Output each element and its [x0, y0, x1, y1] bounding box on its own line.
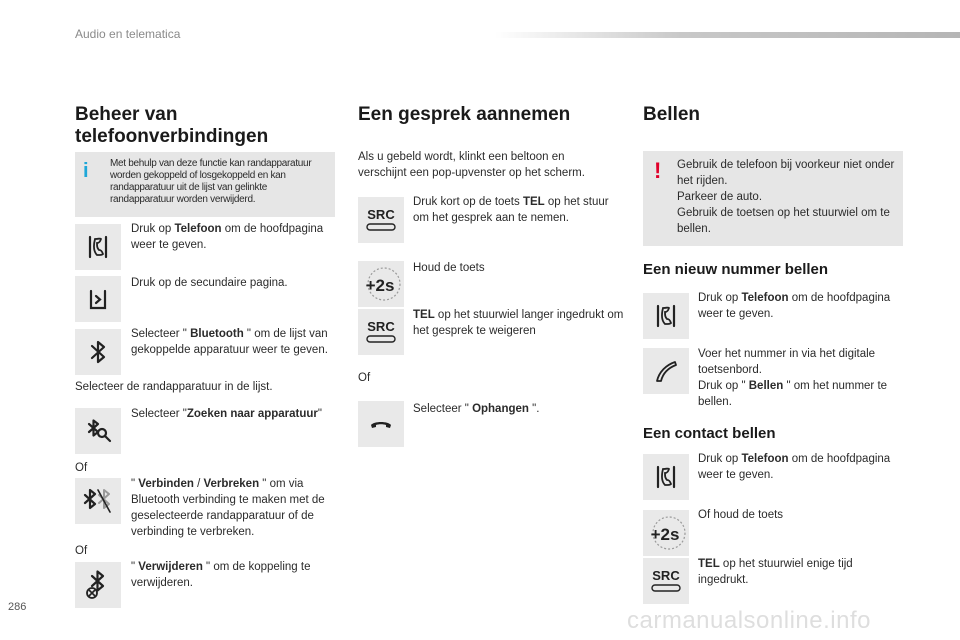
col1-step3b-text: Selecteer de randapparatuur in de lijst.	[75, 381, 273, 393]
info-icon: i	[83, 160, 89, 182]
section-title-calling: Bellen	[643, 104, 701, 125]
col3-s2-step1-text: Druk op Telefoon om de hoofdpagina weer te geven.	[698, 453, 891, 481]
col3-s1-step2-text: Voer het nummer in via het digitale toetsenbord. Druk op " Bellen " om het nummer te bellen.	[698, 348, 888, 408]
bluetooth-icon	[75, 329, 121, 375]
secondary-page-icon	[75, 276, 121, 322]
col2-step2-text: Houd de toets	[413, 262, 485, 274]
col1-step5-text: " Verbinden / Verbreken " om via Bluetooth verbinding te maken met de geselecteerde randapparatuur of de verbinding te verbreken.	[131, 478, 325, 538]
connect-disconnect-icon	[75, 478, 121, 524]
page-number: 286	[8, 601, 27, 613]
col2-step4-text: Selecteer " Ophangen ".	[413, 403, 540, 415]
title-line-1: Beheer van	[75, 104, 178, 125]
src-button-icon	[358, 197, 404, 243]
plus2s-label-1: +2s	[365, 276, 395, 295]
warning-text: Gebruik de telefoon bij voorkeur niet onder het rijden. Parkeer de auto. Gebruik de toetsen op het stuurwiel om te bellen.	[677, 159, 895, 235]
src-label-1: SRC	[367, 207, 395, 222]
col1-or-2: Of	[75, 545, 88, 557]
col1-step4-text: Selecteer "Zoeken naar apparatuur"	[131, 408, 322, 420]
subsection-title-call-contact: Een contact bellen	[643, 425, 776, 442]
col1-step6-text: " Verwijderen " om de koppeling te verwijderen.	[131, 561, 311, 589]
src-label-3: SRC	[652, 568, 680, 583]
phone-icon	[75, 224, 121, 270]
col3-s1-step1-text: Druk op Telefoon om de hoofdpagina weer te geven.	[698, 292, 891, 320]
hold-2s-icon	[358, 261, 404, 307]
src-button-icon-2	[358, 309, 404, 355]
col2-step3-text: TEL op het stuurwiel langer ingedrukt om het gesprek te weigeren	[413, 309, 624, 337]
phone-icon-2	[643, 293, 689, 339]
hold-2s-icon-2	[643, 510, 689, 556]
header-divider	[495, 32, 960, 38]
col1-step2-text: Druk op de secundaire pagina.	[131, 277, 288, 289]
col2-intro: Als u gebeld wordt, klinkt een beltoon en verschijnt een pop-upvenster op het scherm.	[358, 151, 585, 179]
phone-icon-3	[643, 454, 689, 500]
section-title-manage-connections	[75, 104, 268, 148]
col1-step1-text: Druk op Telefoon om de hoofdpagina weer te geven.	[131, 223, 324, 251]
info-text: Met behulp van deze functie kan randapparatuur worden gekoppeld of losgekoppeld en kan randapparatuur uit de lijst van gelinkte randapparatuur worden verwijderd.	[110, 158, 312, 205]
dial-handset-icon	[643, 348, 689, 394]
col2-or: Of	[358, 372, 371, 384]
watermark: carmanualsonline.info	[627, 607, 871, 634]
col3-s2-step2-text: Of houd de toets	[698, 509, 784, 521]
page-header-title: Audio en telematica	[75, 27, 181, 41]
search-device-icon	[75, 408, 121, 454]
warning-icon: !	[654, 158, 662, 183]
src-label-2: SRC	[367, 319, 395, 334]
section-title-answer-call: Een gesprek aannemen	[358, 104, 571, 125]
src-button-icon-3	[643, 558, 689, 604]
col2-step1-text: Druk kort op de toets TEL op het stuur om het gesprek aan te nemen.	[413, 196, 609, 224]
col1-step3-text: Selecteer " Bluetooth " om de lijst van gekoppelde apparatuur weer te geven.	[131, 328, 328, 356]
col1-or-1: Of	[75, 462, 88, 474]
bluetooth-delete-icon	[75, 562, 121, 608]
hang-up-icon	[358, 401, 404, 447]
subsection-title-new-number: Een nieuw nummer bellen	[643, 261, 829, 278]
plus2s-label-2: +2s	[650, 525, 680, 544]
title-line-2: telefoonverbindingen	[75, 126, 269, 147]
col3-s2-step3-text: TEL op het stuurwiel enige tijd ingedrukt.	[698, 558, 853, 586]
